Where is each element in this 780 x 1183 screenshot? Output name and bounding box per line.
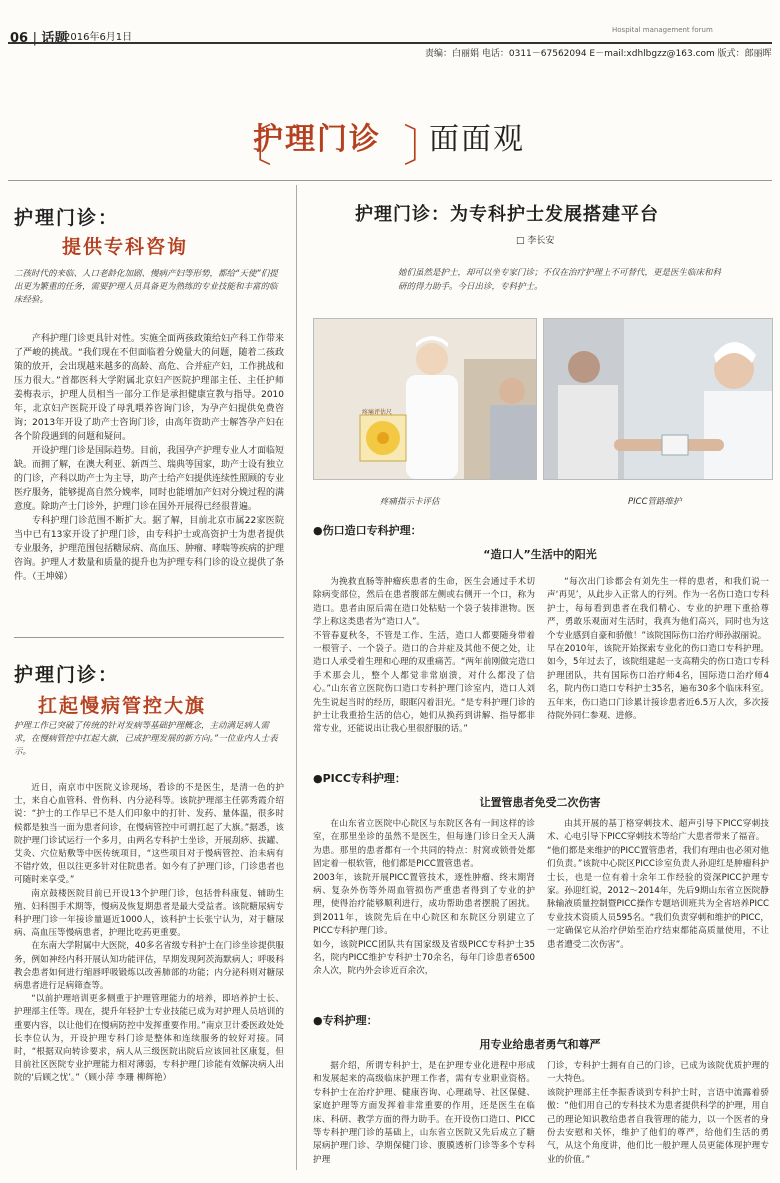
section-picc-subtitle: 让置管患者免受二次伤害 [479,796,601,809]
photo-picc-maintenance [543,318,773,480]
article-2-para [14,993,284,1085]
section-picc-text-left: 在山东省立医院中心院区与东院区各有一间这样的诊室，在那里坐诊的虽然不是医生，但每逢门诊日全天人满为患。那里的患者都有一个共同的特点：肘窝或锁骨处都固定着一根软管，他们都是PICC置管患者。 2003年，该院开展PICC置管技术，逐性肿瘤、终末期肾病、复杂外伤等外周血管损伤严重患者得到了专业的护理，使得治疗能够顺利进行，成功帮助患者摆脱了困扰。到2011年，该院先后在中心院区和东院区分别建立了PICC专科护理门诊。 如今，该院PICC团队共有国家级及省级PICC专科护士35名，院内PICC维护专科护士70余名，每年门诊患者6500余人次，院内外会诊近百余次， [313,819,535,977]
section-picc-body-right [547,818,769,952]
article-1-title-line1: 护理门诊： [14,207,120,229]
main-article-lead: 她们虽然是护士，却可以坐专家门诊；不仅在治疗护理上不可替代，更是医生临床和科研的得力助手。今日出诊，专科护士。 [398,268,722,292]
main-article-author: □ 李长安 [516,236,555,246]
article-1-byline: （王坤娣） [32,572,73,582]
photo-card-label: 疼痛评估尺 [362,409,393,416]
editor-line: 责编：白丽娟 电话：0311－67562094 E－mail:xdhlbgzz@163.com 版式：郎丽晖 [425,49,772,59]
banner-subtitle: 面面观 [429,122,525,157]
section-specialist-text-right: 门诊，专科护士拥有自己的门诊，已成为该院优质护理的一大特色。 该院护理部主任李振香谈到专科护士时，言语中流露着骄傲：“他们用自己的专科技术为患者提供科学的护理，用自己的理论知识教给患者自我管理的能力，以一个医者的身份去安慰和关怀，维护了他们的尊严，给他们生活的勇气，从这个角度讲，他们比一般护理人员更能体现护理专业的价值。” [547,1061,769,1165]
main-article-title: 护理门诊：为专科护士发展搭建平台 [355,204,659,225]
article-2-para-text: “以前护理培训更多侧重于护理管理能力的培养，即培养护士长、护理部主任等。现在，提升年轻护士专业技能已成为对护理人员培训的重要内容，以让他们在慢病防控中发挥重要作用。”南京卫计委医政处处长李位认为，开设护理专科门诊是整体和连续服务的较好对接。同时，“根据双向转诊要求，病人从三级医院出院后应该回社区康复，但目前社区医院专业护理能力相对薄弱，专科护理门诊能有效解决病人出院的‘后顾之忧’。” [14,994,284,1084]
section-wound-body-right [547,576,769,723]
article-2-lead: 护理工作已突破了传统的针对发病等基础护理概念，主动满足病人需求，在慢病管控中扛起大旗，已成护理发展的新方向。”一位业内人士表示。 [14,721,278,757]
section-name: 话题 [41,31,68,46]
banner-bracket-right: 〕 [403,121,447,172]
banner-keyword: 护理门诊 [253,122,381,157]
article-1-title-line2: 提供专科咨询 [62,236,189,258]
section-specialist-text-left: 据介绍，所谓专科护士，是在护理专业化进程中形成和发展起来的高级临床护理工作者，需有专业职业资格。专科护士在治疗护理、健康咨询、心理疏导、社区保健、家庭护理等方面发挥着非常重要的作用，还是医生在临床、科研、教学方面的得力助手。在开设伤口造口、PICC等专科护理门诊的基础上，山东省立医院又先后成立了糖尿病护理门诊、孕期保健门诊、腹膜透析门诊等多个专科护理 [313,1061,535,1165]
article-1-para: 开设护理门诊是国际趋势。目前，我国孕产护理专业人才面临短缺。而拥了解，在澳大利亚、新西兰、瑞典等国家，助产士设有独立的门诊，产科以助产士为主导，助产士给产妇提供连续性照顾的专业医疗服务，能够提高自然分娩率，同时也能增加产妇对分娩过程的满意度。除助产士门诊外，护理门诊在国外开展得已经很普遍。 [14,446,285,512]
article-1-lead: 二孩时代的来临、人口老龄化加剧、慢病产妇等形势，都给“天使”们提出更为繁重的任务，需要护理人员具备更为熟练的专业技能和丰富的临床经验。 [14,269,278,305]
article-1-title [14,203,284,259]
section-wound-subtitle: “造口人”生活中的阳光 [483,548,597,561]
section-wound-text-left: 为挽救直肠等肿瘤疾患者的生命，医生会通过手术切除病变部位，然后在患者腹部左侧或右侧开一个口，称为造口。患者由原后需在造口处粘贴一个袋子装排泄物。医学上称这类患者为“造口人”。 不管春夏秋冬，不管是工作、生活，造口人都要随身带着一根管子、一个袋子。造口的合并症及其他不便之处，让造口人承受着生理和心理的双重痛苦。“两年前刚做完造口手术那会儿，整个人都觉非常崩溃，对什么都没了信心。”山东省立医院伤口造口专科护理门诊室内，造口人刘先生说起当时的经历，眼眶闪着泪光。“是专科护理门诊的护士让我重拾生活的信心，她们从换药到讲解、指导都非常专业，还能说出让我心里很舒服的话。” [313,577,535,735]
article-1-body [14,332,284,584]
section-wound-text-right: “每次出门诊都会有刘先生一样的患者，和我们说一声‘再见’，从此步入正常人的行列。作为一名伤口造口专科护士，每每看到患者在我们精心、专业的护理下重拾尊严，勇敢乐观面对生活时，我真为他们高兴，同时也为这个专业感到自豪和骄傲！”该院国际伤口治疗师孙淑丽说。 早在2010年，该院开始探索专业化的伤口造口专科护理。如今，5年过去了，该院组建起一支高精尖的伤口造口专科护理团队，共有国际伤口治疗师4名，国际造口治疗师4名，院内伤口造口专科护士35名，遍布30多个临床科室。五年来，伤口造口门诊累计接诊患者近6.5万人次，多次接待院外同仁参观、进修。 [547,577,769,722]
nurse-illustration [314,319,536,479]
section-wound-body-left [313,576,535,737]
section-wound-heading: ●伤口造口专科护理： [313,524,422,537]
section-specialist-body-right [547,1060,769,1167]
article-2-body [14,782,284,1086]
article-1-para: 产科护理门诊更具针对性。实施全面两孩政策给妇产科工作带来了严峻的挑战。“我们现在不但面临着分娩量大的问题，随着二孩政策的放开，会出现越来越多的高龄、高危、合并症产妇，工作挑战和压力很大。”首都医科大学附属北京妇产医院护理部主任、主任护师姜梅表示，护理人员相当一部分工作是承担健康宣教与指导。2010年，北京妇产医院开设了母乳喂养咨询门诊，为孕产妇提供免费咨询；2013年开设了助产士咨询门诊，由高年资助产士解答孕产妇在各个阶段遇到的问题和疑问。 [14,334,285,442]
article-1-para-text: 专科护理门诊范围不断扩大。据了解，目前北京市属22家医院当中已有13家开设了护理门诊，由专科护士或高资护士为患者提供专业服务，护理范围包括糖尿病、高血压、肿瘤、哮喘等疾病的护理咨询。护理人才数量和质量的提升也为护理专科门诊的设立提供了条件。 [14,516,285,582]
photo-2-caption: PICC管路维护 [628,497,682,507]
section-picc-heading: ●PICC专科护理： [313,772,406,785]
section-picc-text-right: 由其开展的基丁格穿刺技术、超声引导下PICC穿刺技术、心电引导下PICC穿刺技术等给广大患者带来了福音。 “他们都是来维护的PICC置管患者，我们有理由也必须对他们负责。”该院中心院区PICC诊室负责人孙迎红是肿瘤科护士长，也是一位有着十余年工作经验的资深PICC护理专家。孙迎红说，2012～2014年，先后9期山东省立医院静脉输液质量控制暨PICC操作专题培训班共为全省培养PICC专业技术资质人员595名。“我们负责穿刺和维护的PICC，一定确保它从治疗伊始至治疗结束都能高质量使用，不让患者遭受二次伤害”。 [547,819,769,950]
photo-1-caption: 疼痛指示卡评估 [380,497,440,507]
section-specialist-body-left [313,1060,535,1167]
section-specialist-subtitle: 用专业给患者勇气和尊严 [479,1038,601,1051]
paper-name: Hospital management forum [612,26,713,34]
picc-care-illustration [544,319,772,479]
article-2-byline: （顾小萍 李珊 柳辉艳） [79,1073,172,1084]
photo-pain-assessment [313,318,537,480]
article-2-para: 南京鼓楼医院目前已开设13个护理门诊，包括骨科康复、辅助生殖、妇科围手术期等，慢病及恢复期患者是最大受益者。该院糖尿病专科护理门诊一年接诊量逼近1000人，该科护士长张宁认为，对于糖尿病、高血压等慢病患者，护理比吃药更重要。 [14,888,284,939]
article-2-title-line1: 护理门诊： [14,664,120,686]
page-number: 06 | 话题 [10,31,68,46]
section-specialist-heading: ●专科护理： [313,1014,378,1027]
banner-bracket-left: 〔 [228,121,272,172]
column-divider [296,185,297,1170]
article-2-title-line2: 扛起慢病管控大旗 [38,695,207,717]
article-1-para [14,514,284,584]
page-no: 06 [10,31,29,46]
article-2-title [14,660,284,718]
article-2-para: 在东南大学附属中大医院，40多名省级专科护士在门诊坐诊提供服务，例如神经内科开展认知功能评估，早期发现阿茨海默病人；呼吸科教会患者如何进行缩唇呼吸锻炼以改善肺部的功能；内分泌科则对糖尿病患者进行足病筛查等。 [14,941,284,992]
banner-rule [8,180,772,181]
left-column-rule [14,637,284,638]
article-2-para: 近日，南京市中医院义诊现场，看诊的不是医生，是清一色的护士，来自心血管科、骨伤科、内分泌科等。该院护理部主任郭秀霞介绍说：“护士的工作早已不是人们印象中的打针、发药、量体温，很多时候都是独当一面为患者问诊，在慢病管控中可谓扛起了大旗。”据悉，该院护理门诊试运行一个多月，由两名专科护士坐诊，开展刮痧、拔罐、艾灸、穴位贴敷等中医传统项目，“这些项目对于慢病管控、治未病有不错疗效，但以往更多针对住院患者。如今有了护理门诊，门诊患者也可随时来享受。” [14,783,284,886]
issue-date: 2016年6月1日 [64,32,133,43]
section-picc-body-left [313,818,535,979]
header-rule [8,42,772,44]
